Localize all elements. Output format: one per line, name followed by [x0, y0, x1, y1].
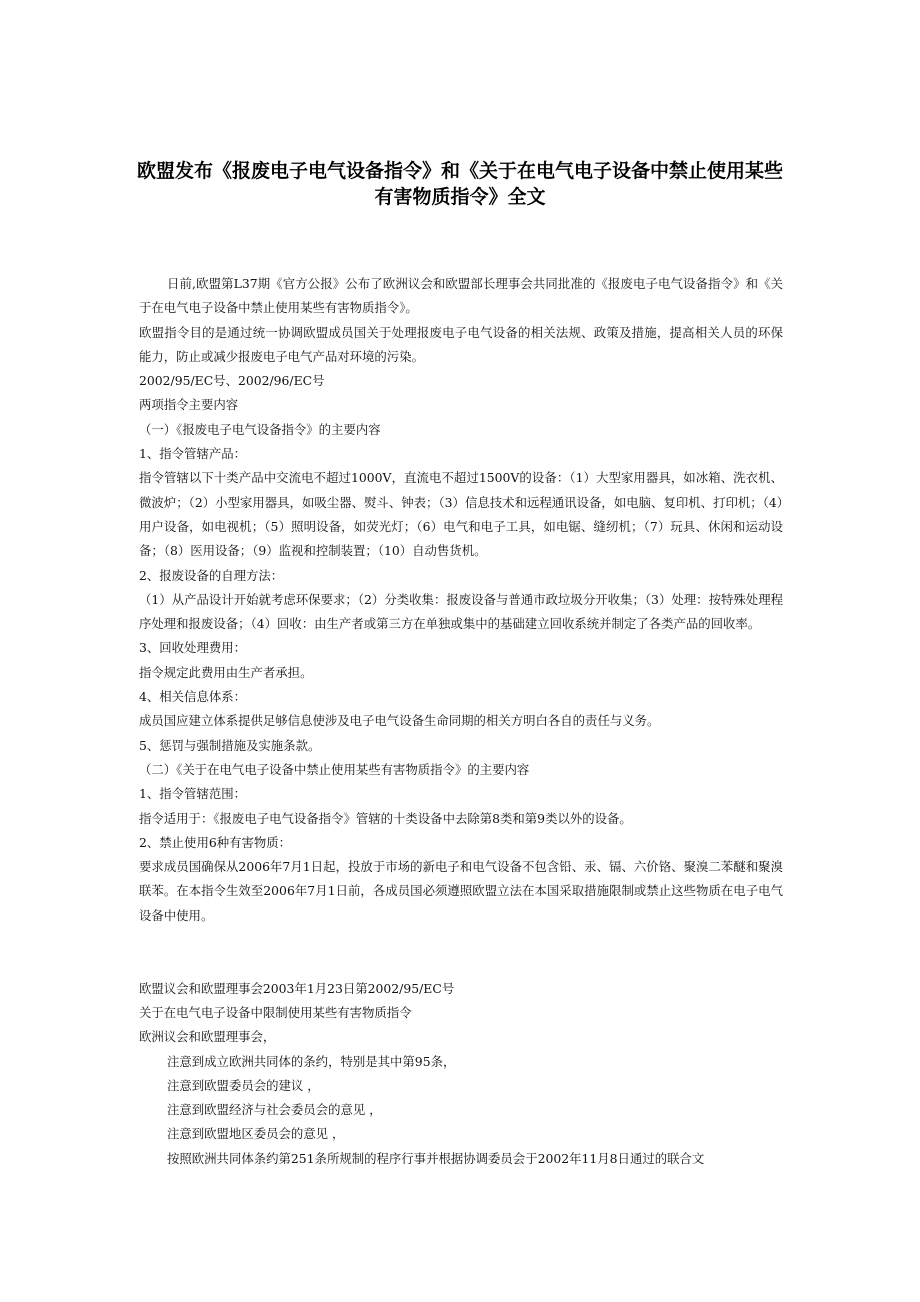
paragraph-section-two-heading: （二）《关于在电气电子设备中禁止使用某些有害物质指令》的主要内容	[139, 761, 530, 777]
paragraph-heading-main-content: 两项指令主要内容	[139, 397, 239, 413]
paragraph-item-1-heading: 1、指令管辖产品：	[139, 446, 247, 462]
paragraph-item-3-body: 指令规定此费用由生产者承担。	[139, 664, 313, 680]
paragraph-item-2-heading: 2、报废设备的自理方法：	[139, 567, 284, 583]
paragraph-item-1-body: 指令管辖以下十类产品中交流电不超过1000V，直流电不超过1500V的设备：（1）大型家用器具，如冰箱、洗衣机、微波炉；（2）小型家用器具，如吸尘器、熨斗、钟表；（3）信息技术和远程通讯设备，如电脑、复印机、打印机；（4）用户设备，如电视机；（5）照明设备，如荧光灯；（6）电气和电子工具，如电锯、缝纫机；（7）玩具、休闲和运动设备；（8）医用设备；（9）监视和控制装置；（10）自动售货机。	[139, 470, 783, 559]
section-gap	[139, 928, 783, 977]
paragraph-directive-date: 欧盟议会和欧盟理事会2003年1月23日第2002/95/EC号	[139, 980, 455, 996]
paragraph-item-2-body: （1）从产品设计开始就考虑环保要求；（2）分类收集：报废设备与普通市政垃圾分开收集；（3）处理：按特殊处理程序处理和报废设备；（4）回收：由生产者或第三方在单独或集中的基础建立回收系统并制定了各类产品的回收率。	[139, 591, 783, 632]
paragraph-consideration-3: 注意到欧盟经济与社会委员会的意见 ，	[167, 1102, 382, 1118]
paragraph-purpose: 欧盟指令目的是通过统一协调欧盟成员国关于处理报废电子电气设备的相关法规、政策及措施，提高相关人员的环保能力，防止或减少报废电子电气产品对环境的污染。	[139, 324, 783, 364]
paragraph-scope-heading: 1、指令管辖范围：	[139, 786, 247, 802]
paragraph-item-4-body: 成员国应建立体系提供足够信息使涉及电子电气设备生命同期的相关方明白各自的责任与义务。	[139, 713, 660, 729]
document-body	[139, 272, 783, 1171]
paragraph-item-3-heading: 3、回收处理费用：	[139, 640, 247, 656]
paragraph-scope-body: 指令适用于：《报废电子电气设备指令》管辖的十类设备中去除第8类和第9类以外的设备。	[139, 810, 632, 826]
paragraph-consideration-2: 注意到欧盟委员会的建议 ，	[167, 1077, 320, 1093]
paragraph-directive-parties: 欧洲议会和欧盟理事会，	[139, 1029, 276, 1045]
document-title-line-1: 欧盟发布《报废电子电气设备指令》和《关于在电气电子设备中禁止使用某些	[136, 160, 783, 182]
paragraph-intro: 日前,欧盟第L37期《官方公报》公布了欧洲议会和欧盟部长理事会共同批准的《报废电子电气设备指令》和《关于在电气电子设备中禁止使用某些有害物质指令》。	[139, 276, 783, 316]
paragraph-substances-heading: 2、禁止使用6种有害物质：	[139, 834, 292, 850]
paragraph-substances-body: 要求成员国确保从2006年7月1日起，投放于市场的新电子和电气设备不包含铅、汞、镉、六价铬、聚溴二苯醚和聚溴联苯。在本指令生效至2006年7月1日前，各成员国必须遵照欧盟立法在本国采取措施限制或禁止这些物质在电子电气设备中使用。	[139, 859, 783, 923]
paragraph-directive-title: 关于在电气电子设备中限制使用某些有害物质指令	[139, 1004, 412, 1020]
paragraph-section-one-heading: （一）《报废电子电气设备指令》的主要内容	[139, 421, 381, 437]
document-title-line-2: 有害物质指令》全文	[374, 186, 546, 208]
paragraph-consideration-4: 注意到欧盟地区委员会的意见 ，	[167, 1126, 345, 1142]
paragraph-item-5-heading: 5、惩罚与强制措施及实施条款。	[139, 737, 321, 753]
paragraph-consideration-1: 注意到成立欧洲共同体的条约，特别是其中第95条，	[167, 1053, 456, 1069]
paragraph-consideration-5: 按照欧洲共同体条约第251条所规制的程序行事并根据协调委员会于2002年11月8日通过的联合文	[167, 1150, 705, 1166]
paragraph-directive-numbers: 2002/95/EC号、2002/96/EC号	[139, 373, 325, 389]
paragraph-item-4-heading: 4、相关信息体系：	[139, 689, 247, 705]
